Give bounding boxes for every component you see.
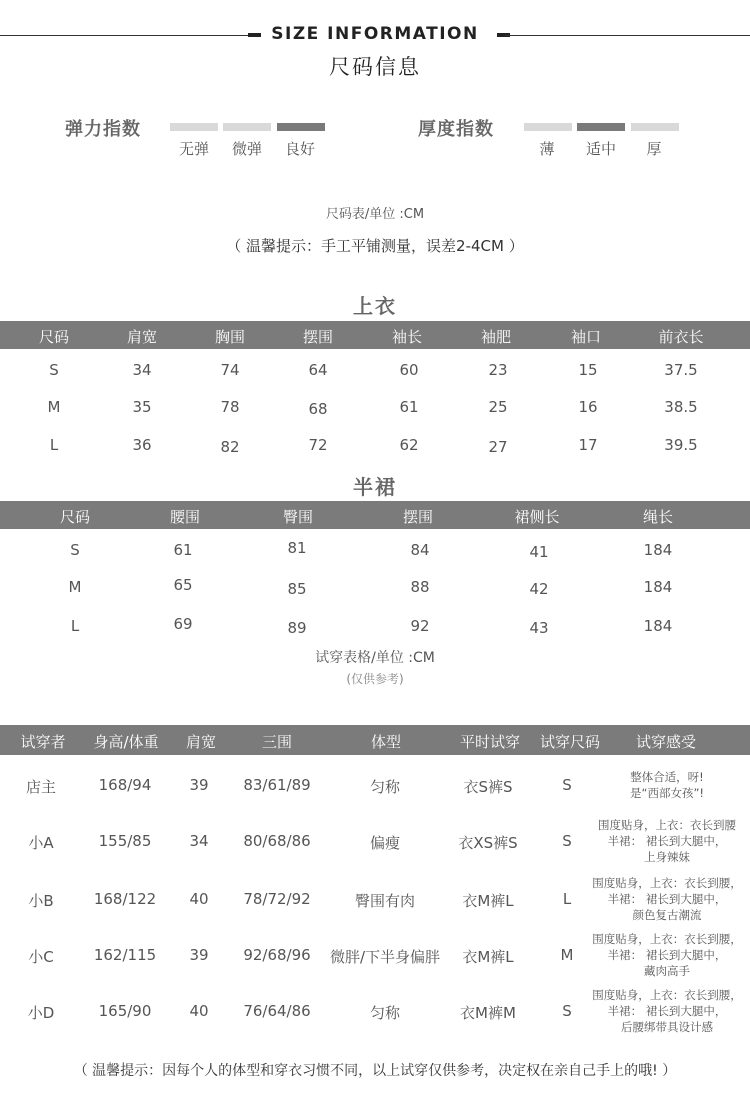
trial-cell: 偏瘦 — [369, 834, 401, 852]
skirt-col-side-length: 裙侧长 — [514, 508, 560, 526]
top-cell: 27 — [488, 438, 508, 456]
trial-cell: 40 — [189, 1002, 209, 1020]
trial-cell: S — [562, 1002, 572, 1020]
trial-col-measurements: 三围 — [261, 733, 293, 751]
trial-feeling-line: 围度贴身，上衣：衣长到腰， — [592, 876, 742, 890]
trial-feeling-line: 是“西部女孩”! — [629, 786, 705, 800]
footer-tip: （ 温馨提示：因每个人的体型和穿衣习惯不同，以上试穿仅供参考，决定权在亲自己手上的哦! ） — [73, 1063, 677, 1079]
trial-unit-label: 试穿表格/单位 :CM — [315, 650, 435, 666]
trial-feeling-line: 半裙： 裙长到大腿中， — [607, 948, 727, 962]
top-col-shoulder: 肩宽 — [126, 328, 158, 346]
skirt-cell: 41 — [529, 543, 549, 561]
trial-cell: 匀称 — [369, 778, 401, 796]
skirt-cell: M — [68, 578, 82, 596]
top-col-chest: 胸围 — [214, 328, 246, 346]
trial-feeling-line: 半裙： 裙长到大腿中， — [607, 834, 727, 848]
trial-feeling-line: 围度贴身，上衣：衣长到腰， — [592, 988, 742, 1002]
top-cell: 61 — [399, 398, 419, 416]
trial-cell: 小A — [28, 834, 54, 852]
trial-note: (仅供参考) — [346, 672, 404, 686]
top-cell: 34 — [132, 361, 152, 379]
elasticity-level-1: 无弹 — [178, 140, 209, 158]
skirt-col-hem: 摆围 — [402, 508, 434, 526]
trial-col-tester: 试穿者 — [20, 733, 66, 751]
skirt-cell: 85 — [287, 580, 307, 598]
trial-cell: 小C — [28, 948, 54, 966]
elasticity-level-3: 良好 — [284, 140, 315, 158]
trial-cell: 衣XS裤S — [458, 834, 518, 852]
trial-cell: 80/68/86 — [243, 832, 311, 850]
top-cell: 78 — [220, 398, 240, 416]
top-cell: 60 — [399, 361, 419, 379]
thickness-bar-2 — [577, 123, 625, 131]
trial-table-header — [0, 725, 750, 755]
skirt-cell: 92 — [410, 617, 430, 635]
skirt-col-hip: 臀围 — [282, 508, 314, 526]
top-table-header — [0, 321, 750, 349]
skirt-cell: 88 — [410, 578, 430, 596]
trial-cell: 165/90 — [98, 1002, 152, 1020]
skirt-cell: 89 — [287, 619, 307, 637]
trial-col-height-weight: 身高/体重 — [93, 733, 159, 751]
trial-cell: 小D — [27, 1004, 55, 1022]
top-cell: S — [49, 361, 59, 379]
top-cell: 15 — [578, 361, 598, 379]
thickness-label: 厚度指数 — [418, 119, 494, 140]
trial-cell: 162/115 — [93, 946, 157, 964]
size-unit-label: 尺码表/单位 :CM — [325, 207, 425, 222]
top-table-title: 上衣 — [353, 294, 397, 318]
trial-cell: 衣S裤S — [463, 778, 513, 796]
top-col-cuff: 袖口 — [570, 328, 602, 346]
top-cell: 36 — [132, 436, 152, 454]
top-cell: 23 — [488, 361, 508, 379]
trial-cell: 微胖/下半身偏胖 — [329, 948, 441, 966]
trial-feeling-line: 整体合适，呀! — [630, 770, 704, 784]
thickness-bar-3 — [631, 123, 679, 131]
skirt-cell: L — [70, 617, 80, 635]
trial-cell: 34 — [189, 832, 209, 850]
trial-cell: 76/64/86 — [243, 1002, 311, 1020]
elasticity-label: 弹力指数 — [65, 119, 141, 140]
trial-feeling-line: 颜色复古潮流 — [632, 908, 702, 922]
trial-cell: 衣M裤L — [462, 892, 514, 910]
top-cell: 35 — [132, 398, 152, 416]
trial-cell: 40 — [189, 890, 209, 908]
top-cell: 38.5 — [664, 398, 698, 416]
top-col-size: 尺码 — [38, 328, 70, 346]
trial-cell: 衣M裤L — [462, 948, 514, 966]
trial-cell: 衣M裤M — [460, 1004, 516, 1022]
trial-feeling-line: 围度贴身，上衣：衣长到腰， — [592, 932, 742, 946]
skirt-table-header — [0, 501, 750, 529]
trial-col-usual-size: 平时试穿 — [459, 733, 521, 751]
trial-feeling-line: 半裙： 裙长到大腿中， — [607, 892, 727, 906]
skirt-cell: 61 — [173, 541, 193, 559]
trial-cell: S — [562, 832, 572, 850]
skirt-cell: 184 — [643, 617, 673, 635]
top-cell: 37.5 — [664, 361, 698, 379]
measure-tip: （ 温馨提示：手工平铺测量，误差2-4CM ） — [226, 237, 524, 255]
skirt-table-title: 半裙 — [353, 475, 397, 499]
skirt-cell: 65 — [173, 576, 193, 594]
thickness-level-3: 厚 — [646, 140, 662, 158]
top-cell: L — [49, 436, 59, 454]
elasticity-bar-1 — [170, 123, 218, 131]
trial-cell: 78/72/92 — [243, 890, 311, 908]
skirt-col-rope-length: 绳长 — [642, 508, 674, 526]
trial-cell: M — [560, 946, 574, 964]
skirt-cell: 184 — [643, 541, 673, 559]
skirt-col-size: 尺码 — [59, 508, 91, 526]
trial-feeling-line: 上身辣妹 — [644, 850, 690, 864]
thickness-bar-1 — [524, 123, 572, 131]
top-col-sleeve-width: 袖肥 — [480, 328, 512, 346]
trial-feeling-line: 藏肉高手 — [644, 964, 690, 978]
thickness-level-2: 适中 — [585, 140, 616, 158]
thickness-level-1: 薄 — [539, 140, 555, 158]
trial-cell: 168/94 — [98, 776, 152, 794]
top-cell: 17 — [578, 436, 598, 454]
skirt-col-waist: 腰围 — [169, 508, 201, 526]
skirt-cell: 42 — [529, 580, 549, 598]
trial-cell: 臀围有肉 — [354, 892, 416, 910]
top-col-hem: 摆围 — [302, 328, 334, 346]
trial-col-body-type: 体型 — [370, 733, 402, 751]
elasticity-bar-3 — [277, 123, 325, 131]
top-col-sleeve-length: 袖长 — [391, 328, 423, 346]
trial-feeling-line: 后腰绑带具设计感 — [621, 1020, 713, 1034]
elasticity-bar-2 — [223, 123, 271, 131]
top-cell: 64 — [308, 361, 328, 379]
trial-col-shoulder: 肩宽 — [185, 733, 217, 751]
skirt-cell: 184 — [643, 578, 673, 596]
top-cell: 74 — [220, 361, 240, 379]
trial-cell: 92/68/96 — [243, 946, 311, 964]
top-cell: 68 — [308, 400, 328, 418]
top-cell: M — [47, 398, 61, 416]
top-cell: 39.5 — [664, 436, 698, 454]
trial-cell: S — [562, 776, 572, 794]
trial-col-trial-size: 试穿尺码 — [539, 733, 601, 751]
top-cell: 72 — [308, 436, 328, 454]
section-title-en: SIZE INFORMATION — [271, 24, 479, 44]
top-cell: 82 — [220, 438, 240, 456]
trial-cell: 39 — [189, 946, 209, 964]
trial-cell: 155/85 — [98, 832, 152, 850]
header-rule-right — [505, 35, 750, 36]
top-cell: 25 — [488, 398, 508, 416]
top-cell: 16 — [578, 398, 598, 416]
trial-cell: 匀称 — [369, 1004, 401, 1022]
trial-cell: 83/61/89 — [243, 776, 311, 794]
skirt-cell: S — [70, 541, 80, 559]
trial-cell: 小B — [28, 892, 54, 910]
trial-feeling-line: 围度贴身，上衣：衣长到腰 — [598, 818, 736, 832]
skirt-cell: 84 — [410, 541, 430, 559]
trial-cell: 39 — [189, 776, 209, 794]
trial-feeling-line: 半裙： 裙长到大腿中， — [607, 1004, 727, 1018]
trial-cell: 店主 — [25, 778, 57, 796]
trial-col-feeling: 试穿感受 — [635, 733, 697, 751]
skirt-cell: 69 — [173, 615, 193, 633]
skirt-cell: 81 — [287, 539, 307, 557]
trial-cell: L — [562, 890, 572, 908]
top-col-front-length: 前衣长 — [658, 328, 704, 346]
trial-cell: 168/122 — [93, 890, 157, 908]
top-cell: 62 — [399, 436, 419, 454]
skirt-cell: 43 — [529, 619, 549, 637]
elasticity-level-2: 微弹 — [231, 140, 262, 158]
section-title-cn: 尺码信息 — [329, 55, 421, 79]
